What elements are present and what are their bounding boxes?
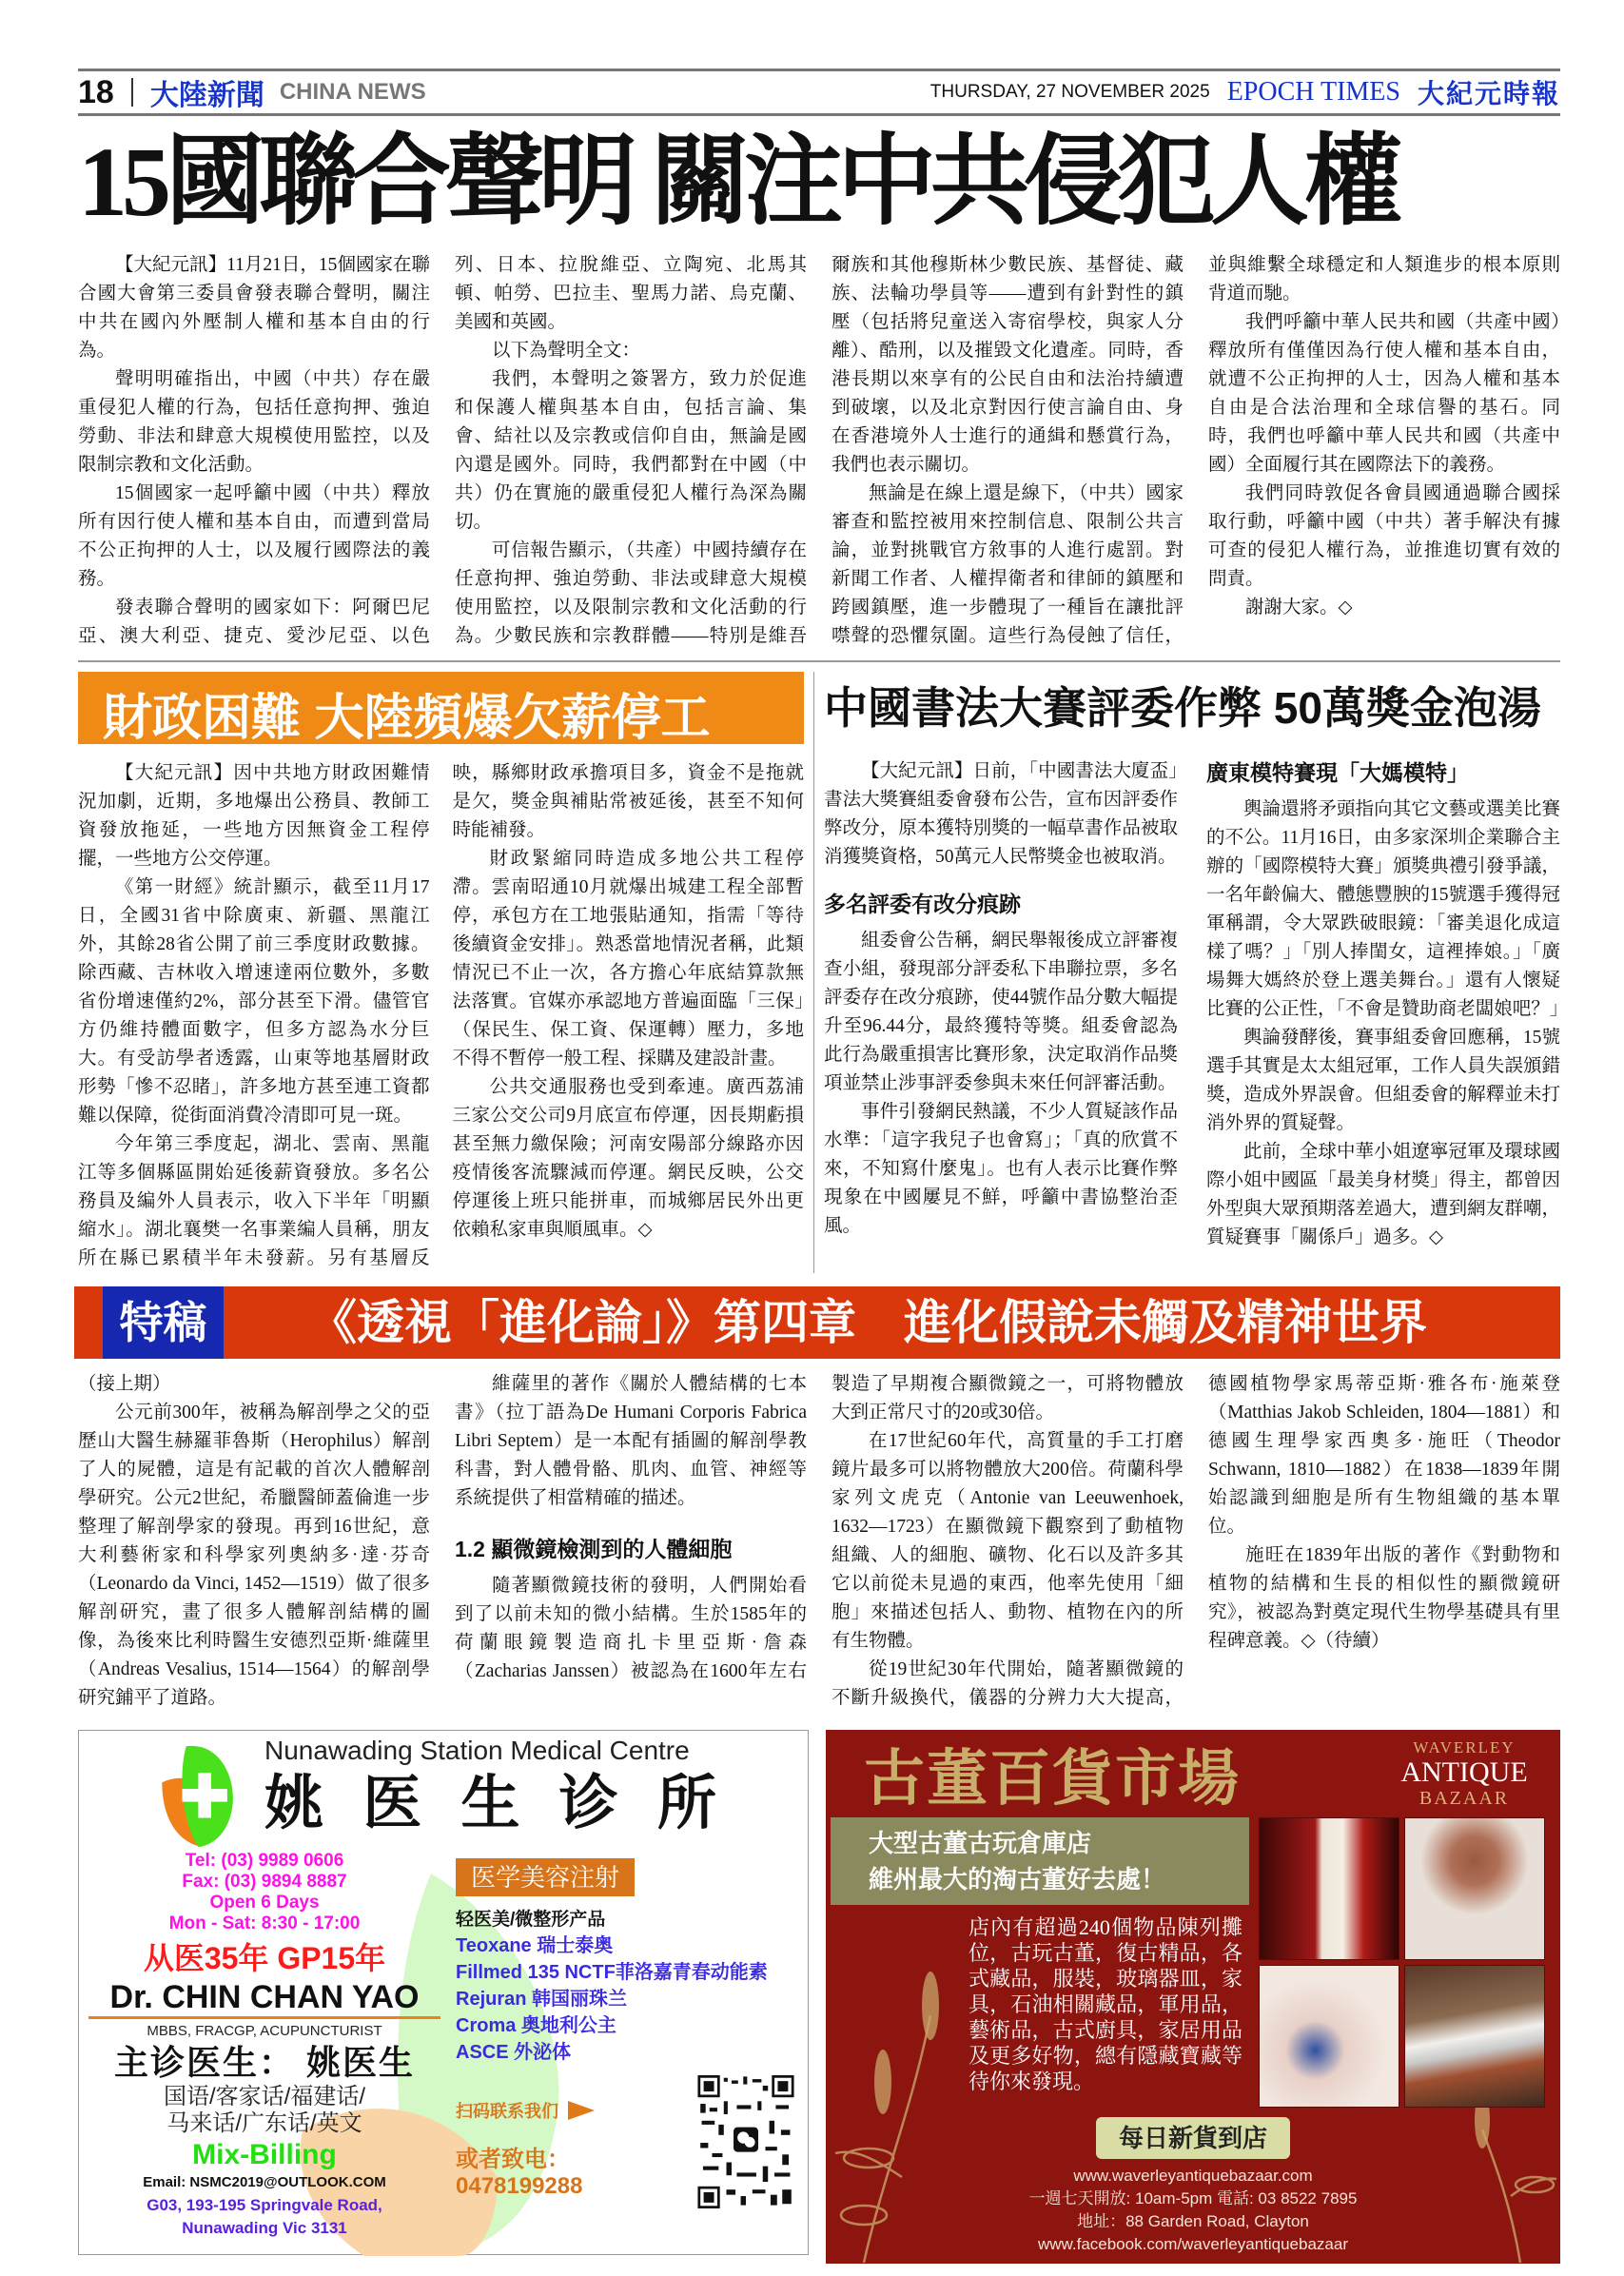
newspaper-page: [78, 69, 1569, 2264]
languages: [88, 2084, 440, 2137]
article-paragraph: 組委會公告稱，網民舉報後成立評審複查小組，發現部分評委私下串聯拉票，多名評委存在改分痕跡，使44號作品分數大幅提升至96.44分，最終獲特等獎。組委會認為此行為嚴重損害比賽形象，決定取消作品獎項並禁止涉事評委參與未來任何評審活動。: [824, 931, 1178, 1093]
masthead: [78, 69, 1560, 116]
feature-article-body: [78, 1370, 1560, 1713]
article-paragraph: 維薩里的著作《關於人體結構的七本書》（拉丁語為De Humani Corporis Fabrica Libri Septem）是一本配有插圖的解剖學教科書，對人體骨骼、肌肉、血管、神經等系統提供了相當精確的描述。: [455, 1374, 807, 1508]
model-ship-photo: [1404, 1965, 1545, 2108]
product-item: Croma 奥地利公主: [456, 2015, 616, 2036]
article-paragraph: 從19世紀30年代開始，隨著顯微鏡的不斷升級換代，儀器的分辨力大大提高，德國植物學家馬蒂亞斯·雅各布·施萊登（Matthias Jakob Schleiden, 1804—1881）和德國生理學家西奧多·施旺（Theodor Schwann, 1810—1882）在1838—1839年開始認識到細胞是所有生物組織的基本單位。: [832, 1374, 1560, 1708]
clinic-mobile[interactable]: 0478199288: [456, 2173, 583, 2199]
product-item: Teoxane 瑞士泰奥: [456, 1935, 614, 1956]
feature-headline: 《透視「進化論」》第四章 進化假說未觸及精神世界: [309, 1296, 1427, 1349]
clinic-header: [88, 1735, 798, 1847]
article-paragraph: 【大紀元訊】因中共地方財政困難情況加劇，近期，多地爆出公務員、教師工資發放拖延，一些地方因無資金工程停擺，一些地方公交停運。: [78, 763, 430, 869]
article-paragraph: 聲明明確指出，中國（中共）存在嚴重侵犯人權的行為，包括任意拘押、強迫勞動、非法和肆意大規模使用監控，以及限制宗教和文化活動。: [78, 369, 430, 475]
fiscal-article-body: [78, 759, 804, 1273]
medical-centre-ad: [78, 1730, 809, 2255]
article-paragraph: 以下為聲明全文：: [492, 341, 641, 361]
ribbon-row: [826, 2117, 1560, 2159]
article-paragraph: 可信報告顯示，（共產）中國持續存在任意拘押、強迫勞動、非法或肆意大規模使用監控，以及限制宗教和文化活動的行為。少數民族和宗教群體——特別是維吾爾族和其他穆斯林少數民族、基督徒、藏族、法輪功學員等——遭到有針對性的鎮壓（包括將兒童送入寄宿學校，與家人分離）、酷刑，以及摧毀文化遺產。同時，香港長期以來享有的公民自由和法治持續遭到破壞，以及北京對因行使言論自由、身在香港境外人士進行的通緝和懸賞行為，我們也表示關切。: [455, 255, 1184, 646]
product-item: Rejuran 韩国丽珠兰: [456, 1989, 628, 2010]
subheading: 廣東模特賽現「大媽模特」: [1206, 760, 1469, 785]
continued-note: （接上期）: [78, 1374, 171, 1394]
column-divider: [813, 672, 814, 1273]
article-paragraph: 15個國家一起呼籲中國（中共）釋放所有因行使人權和基本自由，而遭到當局不公正拘押的人士，以及履行國際法的義務。: [78, 483, 430, 589]
scan-prompt: 扫码联系我们: [456, 2102, 558, 2121]
article-paragraph: 公共交通服務也受到牽連。廣西荔浦三家公交公司9月底宣布停運，因長期虧損甚至無力繳保險；河南安陽部分線路亦因疫情後客流驟減而停運。網民反映，公交停運後上班只能拼車，而城鄉居民外出更依賴私家車與順風車。◇: [452, 1077, 804, 1240]
clinic-fax: Fax: (03) 9894 8887: [182, 1872, 347, 1892]
ivory-figurines-photo: [1259, 1817, 1399, 1960]
antique-bazaar-ad: [826, 1730, 1560, 2264]
clinic-email: Email: NSMC2019@OUTLOOK.COM: [143, 2174, 386, 2190]
address-line: G03, 193-195 Springvale Road,: [147, 2196, 382, 2214]
feature-tag: 特稿: [103, 1286, 224, 1359]
languages-line: 马来话/广东话/英文: [166, 2110, 362, 2136]
article-paragraph: 無論是在線上還是線下，（中共）國家審查和監控被用來控制信息、限制公共言論，並對挑戰官方敘事的人進行處罰。對新聞工作者、人權捍衛者和律師的鎮壓和跨國鎮壓，進一步體現了一種旨在讓批評噤聲的恐懼氛圍。這些行為侵蝕了信任，並與維繫全球穩定和人類進步的根本原則背道而馳。: [832, 255, 1560, 646]
clinic-contact: [88, 1851, 440, 1934]
bazaar-logo: [1383, 1738, 1545, 1809]
article-paragraph: 輿論還將矛頭指向其它文藝或選美比賽的不公。11月16日，由多家深圳企業聯合主辦的「國際模特大賽」頒獎典禮引發爭議，一名年齡偏大、體態豐腴的15號選手獲得冠軍稱謂，令大眾跌破眼鏡：「審美退化成這樣了嗎？」「別人捧閨女，這裡捧娘。」「廣場舞大媽終於登上選美舞台。」還有人懷疑比賽的公正性，「不會是贊助商老闆娘吧？」: [1206, 799, 1569, 1019]
service-tag: 医学美容注射: [456, 1858, 635, 1896]
article-paragraph: 公元前300年，被稱為解剖學之父的亞歷山大醫生赫羅菲魯斯（Herophilus）解剖了人的屍體，這是有記載的首次人體解剖學研究。公元2世紀，希臘醫師蓋倫進一步整理了解剖學家的發現。再到16世紀，意大利藝術家和科學家列奧納多·達·芬奇（Leonardo da Vinci, 1452—1519）做了很多解剖研究，畫了很多人體解剖結構的圖像，為後來比利時醫生安德烈亞斯·維薩里（Andreas Vesalius, 1514—1564）的解剖學研究鋪平了道路。: [78, 1403, 430, 1708]
tagline: 大型古董古玩倉庫店: [869, 1829, 1092, 1857]
issue-date: THURSDAY, 27 NOVEMBER 2025: [929, 82, 1210, 102]
article-paragraph: 《第一財經》統計顯示，截至11月17日，全國31省中除廣東、新疆、黑龍江外，其餘28省公開了前三季度財政數據。除西藏、吉林收入增速達兩位數外，多數省份增速僅約2%，部分甚至下滑。儘管官方仍維持體面數字，但多方認為水分巨大。有受訪學者透露，山東等地基層財政形勢「慘不忍睹」，許多地方甚至連工資都難以保障，從街面消費冷清即可見一斑。: [78, 877, 430, 1126]
clinic-body: [88, 1851, 798, 2240]
article-paragraph: 【大紀元訊】11月21日，15個國家在聯合國大會第三委員會發表聯合聲明，關注中共在國內外壓制人權和基本自由的行為。: [78, 255, 430, 361]
store-hours-phone: 一週七天開放: 10am-5pm 電話: 03 8522 7895: [1028, 2189, 1358, 2207]
article-paragraph: 我們同時敦促各會員國通過聯合國採取行動，呼籲中國（中共）著手解決有據可查的侵犯人權行為，並推進切實有效的問責。: [1208, 483, 1560, 589]
clinic-open-days: Open 6 Days: [209, 1893, 320, 1913]
middle-section: [78, 672, 1569, 1273]
wechat-qr-code[interactable]: [694, 2075, 798, 2208]
brand-logo-en: EPOCH TIMES: [1226, 77, 1400, 107]
calligraphy-column-2: [1206, 757, 1569, 1252]
fiscal-article: [78, 672, 804, 1273]
antique-title: 古董百貨市場: [864, 1744, 1241, 1813]
clinic-address: [88, 2194, 440, 2240]
medical-cross-logo-icon: [155, 1742, 245, 1847]
experience-text: 从医35年 GP15年: [143, 1941, 386, 1975]
section-title-en: CHINA NEWS: [279, 79, 426, 105]
brand-logo-cn: 大紀元時報: [1417, 80, 1560, 109]
antique-body: [826, 1817, 1560, 2108]
lead-headline: 15國聯合聲明 關注中共侵犯人權: [78, 128, 1398, 237]
article-paragraph: 財政緊縮同時造成多地公共工程停滯。雲南昭通10月就爆出城建工程全部暫停，承包方在工地張貼通知，指需「等待後續資金安排」。熟悉當地情況者稱，此類情況已不止一次，各方擔心年底結算款無法落實。官媒亦承認地方普遍面臨「三保」（保民生、保工資、保運轉）壓力，多地不得不暫停一般工程、採購及建設計畫。: [452, 849, 804, 1069]
store-website[interactable]: www.waverleyantiquebazaar.com: [1073, 2167, 1313, 2185]
article-paragraph: 我們呼籲中華人民共和國（共產中國）釋放所有僅僅因為行使人權和基本自由，就遭不公正拘押的人士，因為人權和基本自由是合法治理和全球信譽的基石。同時，我們也呼籲中華人民共和國（共產中國）全面履行其在國際法下的義務。: [1208, 312, 1560, 475]
product-item: Fillmed 135 NCTF菲洛嘉青春动能素: [456, 1962, 768, 1983]
feature-banner: [74, 1286, 1560, 1359]
header-divider: [131, 78, 133, 107]
calligraphy-headline: 中國書法大賽評委作弊 50萬獎金泡湯: [824, 683, 1541, 733]
article-paragraph: 發表聯合聲明的國家如下：阿爾巴尼亞、澳大利亞、捷克、愛沙尼亞、以色列、日本、拉脫維亞、立陶宛、北馬其頓、帕勞、巴拉圭、聖馬力諾、烏克蘭、美國和英國。: [78, 255, 807, 646]
article-paragraph: 事件引發網民熱議，不少人質疑該作品水準：「這字我兒子也會寫」；「真的欣賞不來，不知寫什麼鬼」。也有人表示比賽作弊現象在中國屢見不鮮，呼籲中書協整治歪風。: [824, 1102, 1178, 1236]
tagline-band: [831, 1817, 1249, 1905]
store-facebook[interactable]: www.facebook.com/waverleyantiquebazaar: [1037, 2235, 1348, 2253]
doctor-credentials: MBBS, FRACGP, ACUPUNCTURIST: [147, 2023, 382, 2039]
store-description: 店內有超過240個物品陳列攤位，古玩古董，復古精品，各式藏品，服裝，玻璃器皿，家具，石油相關藏品，軍用品，藝術品，古式廚具，家居用品及更多好物，總有隱藏寶藏等待你來發現。: [969, 1915, 1242, 2093]
call-prompt: 或者致电：: [456, 2147, 570, 2172]
article-paragraph: 謝謝大家。◇: [1245, 598, 1353, 618]
new-arrivals-ribbon: 每日新貨到店: [1096, 2117, 1290, 2159]
porcelain-photo: [1259, 1965, 1399, 2108]
products-title: 轻医美/微整形产品: [456, 1910, 606, 1930]
article-paragraph: 施旺在1839年出版的著作《對動物和植物的結構和生長的相似性的顯微鏡研究》，被認為對奠定現代生物學基礎具有里程碑意義。◇（待續）: [1208, 1545, 1560, 1651]
clinic-hours: Mon - Sat: 8:30 - 17:00: [168, 1913, 361, 1933]
butterfly-collection-photo: [1404, 1817, 1545, 1960]
tagline: 維州最大的淘古董好去處！: [869, 1865, 1166, 1893]
antique-header: [826, 1730, 1560, 1817]
clinic-info-column: [88, 1851, 440, 2240]
contact-qr-row: [456, 2075, 798, 2208]
page-number: 18: [78, 73, 114, 110]
logo-text: WAVERLEY: [1413, 1738, 1516, 1756]
calligraphy-column-1: [824, 757, 1178, 1252]
languages-line: 国语/客家话/福建话/: [163, 2084, 365, 2109]
product-item: ASCE 外泌体: [456, 2042, 572, 2063]
article-paragraph: 我們，本聲明之簽署方，致力於促進和保護人權與基本自由，包括言論、集會、結社以及宗教或信仰自由，無論是國內還是國外。同時，我們都對在中國（中共）仍在實施的嚴重侵犯人權行為深為關切。: [455, 369, 807, 532]
fiscal-headline: 財政困難 大陸頻爆欠薪停工: [78, 672, 804, 744]
logo-text: ANTIQUE: [1400, 1756, 1528, 1788]
article-paragraph: 隨著顯微鏡技術的發明，人們開始看到了以前未知的微小結構。生於1585年的荷蘭眼鏡製造商扎卡里亞斯·詹森（Zacharias Janssen）被認為在1600年左右製造了早期複合顯微鏡之一，可將物體放大到正常尺寸的20或30倍。: [455, 1374, 1184, 1681]
photo-grid: [1259, 1817, 1545, 2108]
article-paragraph: 【大紀元訊】日前，「中國書法大廈盃」書法大獎賽組委會發布公告，宣布因評委作弊改分，原本獲特別獎的一幅草書作品被取消獲獎資格，50萬元人民幣獎金也被取消。: [824, 761, 1178, 867]
doctor-name: Dr. CHIN CHAN YAO: [88, 1978, 440, 2019]
article-paragraph: 在17世紀60年代，高質量的手工打磨鏡片最多可以將物體放大200倍。荷蘭科學家列文虎克（Antonie van Leeuwenhoek, 1632—1723）在顯微鏡下觀察到了動植物組織、人的細胞、礦物、化石以及許多其它以前從未見過的東西，他率先使用「細胞」來描述包括人、動物、植物在內的所有生物體。: [832, 1431, 1184, 1651]
arrow-right-icon: [568, 2101, 595, 2120]
advertisements: [78, 1730, 1560, 2264]
subheading: 1.2 顯微鏡檢測到的人體細胞: [455, 1537, 733, 1561]
store-address: 地址：88 Garden Road, Clayton: [1077, 2212, 1309, 2230]
address-line: Nunawading Vic 3131: [182, 2219, 347, 2237]
chief-doctor: 主诊医生： 姚医生: [113, 2043, 415, 2082]
calligraphy-article: [824, 672, 1569, 1273]
clinic-tel: Tel: (03) 9989 0606: [185, 1851, 344, 1871]
store-contact: [826, 2165, 1560, 2256]
article-paragraph: 此前，全球中華小姐遼寧冠軍及環球國際小姐中國區「最美身材獎」得主，都曾因外型與大眾預期落差過大，遭到網友群嘲，質疑賽事「關係戶」過多。◇: [1206, 1142, 1560, 1247]
lead-article-body: [78, 251, 1560, 651]
subheading: 多名評委有改分痕跡: [824, 892, 1021, 916]
clinic-name-cn: 姚 医 生 诊 所: [264, 1771, 728, 1836]
logo-text: BAZAAR: [1419, 1788, 1510, 1809]
section-title: 大陸新聞: [149, 80, 264, 111]
article-paragraph: 輿論發酵後，賽事組委會回應稱，15號選手其實是太太組冠軍，工作人員失誤頒錯獎，造成外界誤會。但組委會的解釋並未打消外界的質疑聲。: [1206, 1028, 1560, 1133]
clinic-name-en: Nunawading Station Medical Centre: [264, 1736, 690, 1765]
section-divider: [78, 660, 1560, 662]
product-list: [456, 1933, 798, 2066]
billing-text: Mix-Billing: [192, 2139, 337, 2170]
article-paragraph: 今年第三季度起，湖北、雲南、黑龍江等多個縣區開始延後薪資發放。多名公務員及編外人員表示，收入下半年「明顯縮水」。湖北襄樊一名事業編人員稱，朋友所在縣已累積半年未發薪。另有基層反映，縣鄉財政承擔項目多，資金不是拖就是欠，獎金與補貼常被延後，甚至不知何時能補發。: [78, 763, 804, 1268]
clinic-services-column: [456, 1851, 798, 2240]
